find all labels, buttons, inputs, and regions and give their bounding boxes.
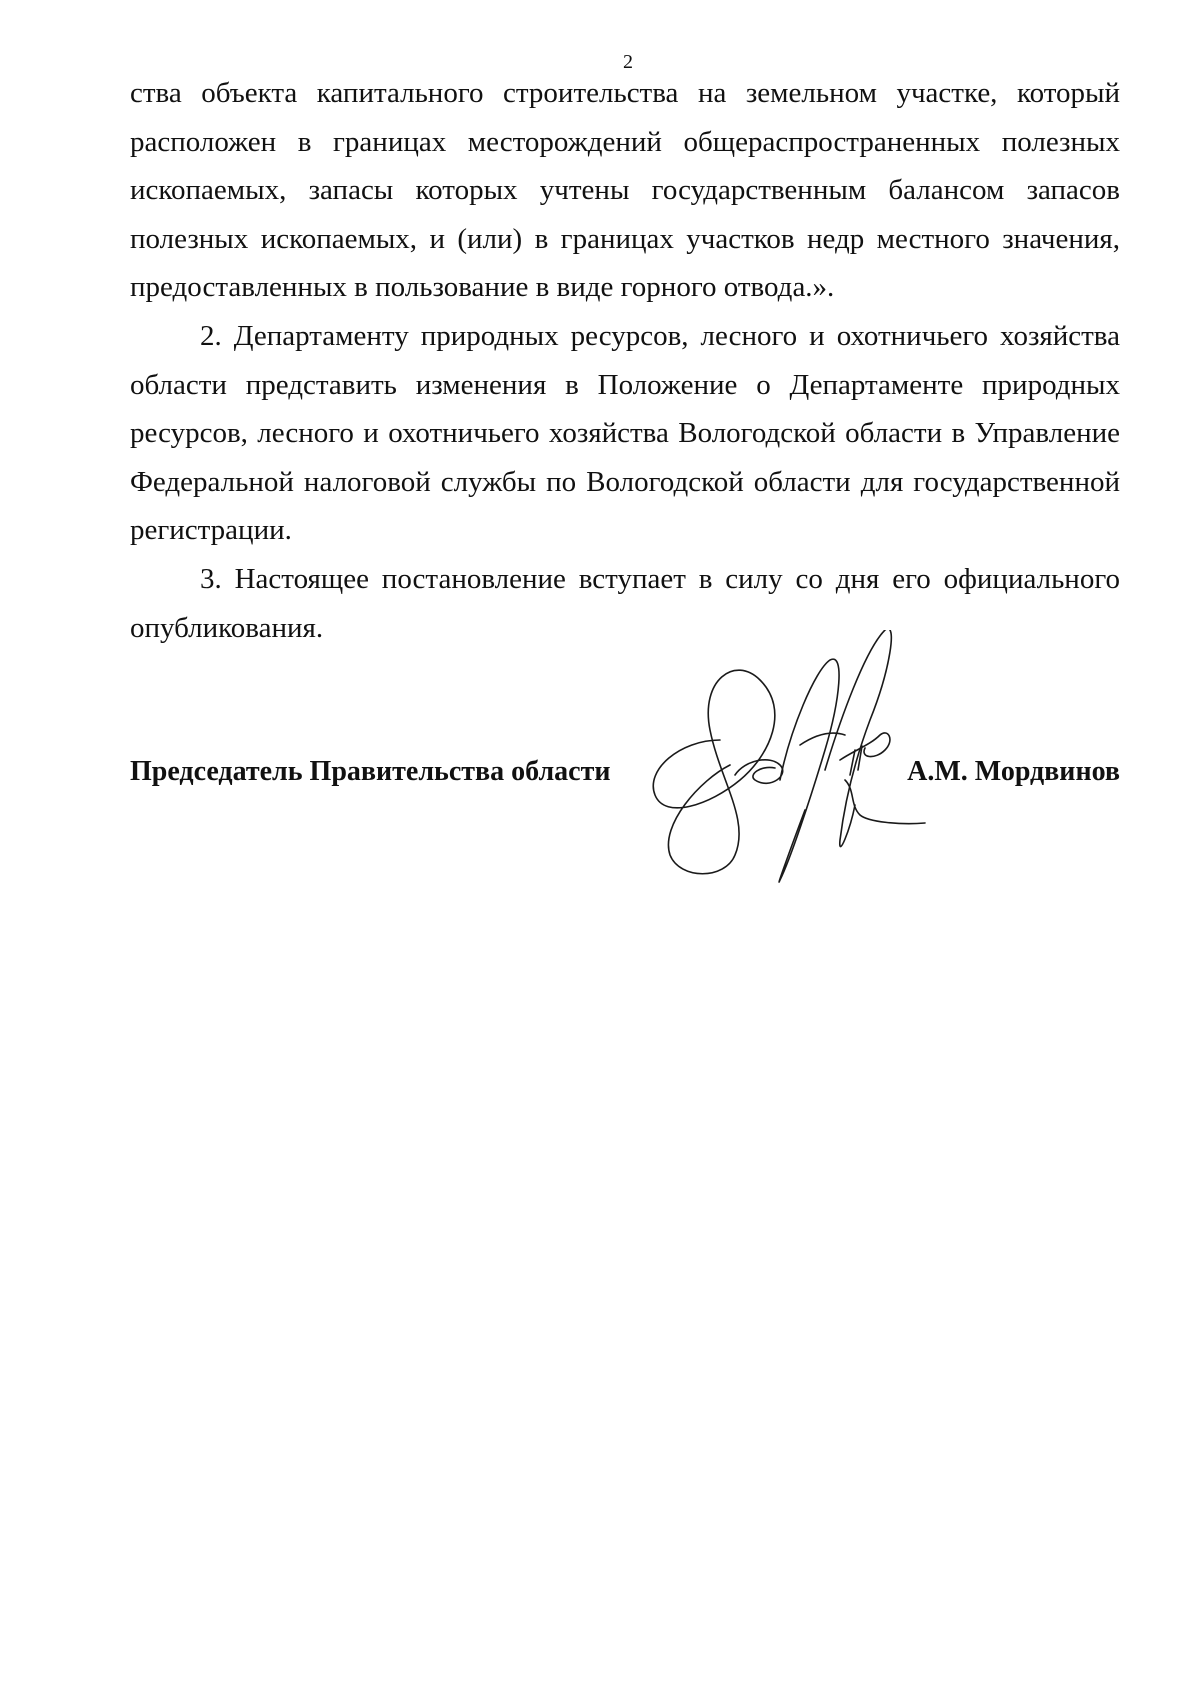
handwritten-signature [640, 630, 940, 890]
paragraph-3: 3. Настоящее постановление вступает в силу со дня его официального опубликования. [130, 562, 1120, 644]
paragraph-continuation: ства объекта капитального строительства на земельном участке, который расположен в границах месторождений общераспространенных полезных ископаемых, запасы которых учтены государственным балансом запасов полезных ископаемых, и (или) в границах участков недр местного значения, предоставленных в пользование в виде горного отвода.». [130, 77, 1120, 304]
document-body [130, 69, 1120, 652]
signature-block [130, 752, 1120, 792]
page-number: 2 [623, 51, 633, 73]
paragraph-2: 2. Департаменту природных ресурсов, лесного и охотничьего хозяйства области представить изменения в Положение о Департаменте природных ресурсов, лесного и охотничьего хозяйства Вологодской области в Управление Федеральной налоговой службы по Вологодской области для государственной регистрации. [130, 319, 1120, 547]
signer-name: А.М. Мордвинов [907, 756, 1120, 787]
signer-position: Председатель Правительства области [130, 756, 611, 787]
